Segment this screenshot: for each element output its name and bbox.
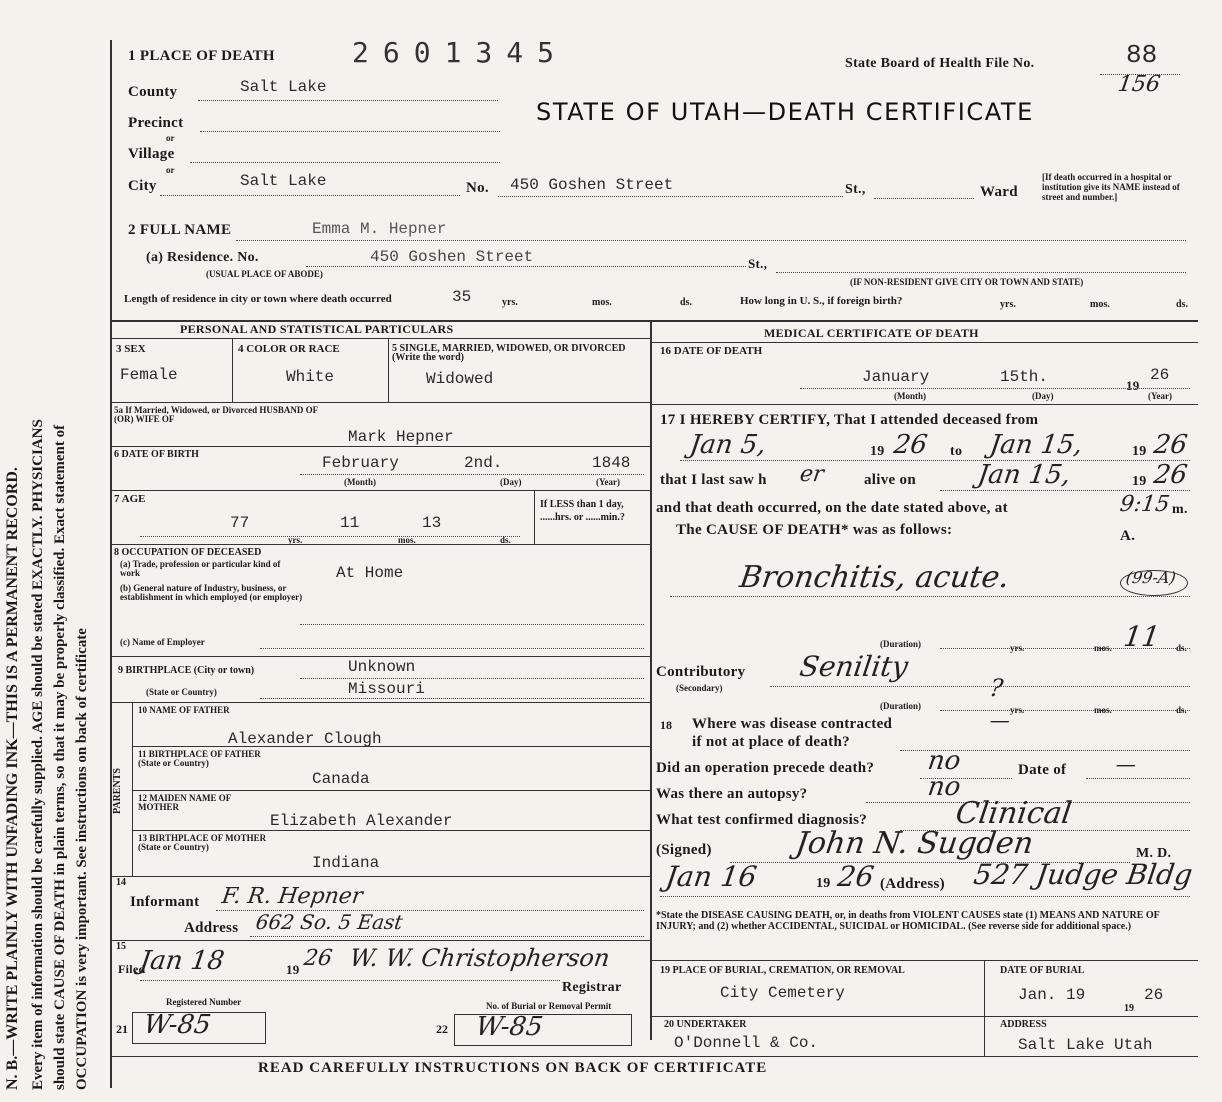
duration-months-value: 11 [1121,620,1162,653]
md-label: M. D. [1136,846,1172,861]
duration-yrs-2: yrs. [1010,705,1025,715]
contributory-duration: ? [988,674,1005,702]
physician-address: 527 Judge Bldg [971,858,1195,891]
informant-value: F. R. Hepner [220,884,365,909]
filed-label: Filed [118,962,146,976]
dod-month-caption: (Month) [894,391,926,401]
to-label: to [950,444,963,459]
father-label: 10 NAME OF FATHER [138,705,230,715]
physician-address-label: (Address) [880,876,945,892]
birthplace-state-label: (State or Country) [146,687,217,697]
age-mos-caption: mos. [398,535,416,545]
burial-date-label: DATE OF BURIAL [1000,965,1085,976]
occupation-a-label: (a) Trade, profession or particular kind of work [120,559,281,578]
spouse-value: Mark Hepner [348,428,454,446]
street-value: 450 Goshen Street [510,176,674,194]
signed-label: (Signed) [656,842,712,858]
mother-value: Elizabeth Alexander [270,812,453,830]
last-saw-label: that I last saw h [660,472,767,488]
age-years: 77 [230,514,250,532]
cause-code: (99-A) [1124,568,1178,587]
color-value: White [286,368,335,386]
ds-caption: ds. [680,297,692,308]
residence-st-label: St., [748,256,768,271]
sex-value: Female [120,366,178,384]
precinct-label: Precinct [128,115,184,131]
duration-mos-2: mos. [1094,705,1112,715]
filed-year-prefix: 19 [286,962,300,977]
color-label: 4 COLOR OR RACE [238,343,340,355]
signed-year-prefix: 19 [816,876,831,891]
dob-year-caption: (Year) [596,477,620,487]
registrar-signature: W. W. Christopherson [348,944,612,972]
burial-permit-value: W-85 [473,1012,545,1042]
last-saw-date: Jan 15, [975,460,1073,490]
county-label: County [128,84,178,100]
marital-label: 5 SINGLE, MARRIED, WIDOWED, OR DIVORCED (Write the word) [392,343,626,363]
dob-month: February [322,454,399,472]
dob-day-caption: (Day) [500,477,522,487]
yrs-caption-2: yrs. [1000,299,1016,310]
dod-month: January [862,368,930,386]
burial-place-value: City Cemetery [720,984,845,1002]
spouse-label: 5a If Married, Widowed, or Divorced HUSBAND OF (OR) WIFE OF [114,405,318,424]
hospital-note: [If death occurred in a hospital or institution give its NAME instead of street and number.] [1042,172,1180,202]
registered-number-value: W-85 [141,1010,213,1040]
signed-date: Jan 16 [663,860,759,893]
margin-note-3: should state CAUSE OF DEATH in plain terms, so that it may be properly classified. Exact statement of [52,424,68,1090]
certificate-title: STATE OF UTAH—DEATH CERTIFICATE [536,98,1034,126]
certificate-number: 2601345 [352,36,569,69]
street-no-label: No. [466,180,489,196]
age-yrs-caption: yrs. [288,535,303,545]
time-m-label: m. [1172,502,1188,517]
duration-mos: mos. [1094,643,1112,653]
village-label: Village [128,146,175,162]
yrs-caption: yrs. [502,297,518,308]
city-value: Salt Lake [240,172,327,190]
dob-day: 2nd. [464,454,503,472]
father-birthplace: Canada [312,770,370,788]
cause-of-death: Bronchitis, acute. [737,560,1012,595]
dod-label: 16 DATE OF DEATH [660,345,763,357]
operation-label: Did an operation precede death? [656,760,875,776]
autopsy-value: no [925,772,963,802]
duration-label: (Duration) [880,639,921,649]
less-than-day-label: If LESS than 1 day, ......hrs. or ......min.? [540,499,625,523]
personal-heading: PERSONAL AND STATISTICAL PARTICULARS [180,322,454,336]
undertaker-address-value: Salt Lake Utah [1018,1036,1153,1054]
length-residence-years: 35 [452,288,472,306]
dob-label: 6 DATE OF BIRTH [114,449,199,460]
date-of-value: — [1114,752,1138,776]
informant-address-value: 662 So. 5 East [254,910,405,934]
dod-year: 26 [1150,366,1170,384]
dob-year: 1848 [592,454,631,472]
burial-permit-label: No. of Burial or Removal Permit [486,1001,612,1011]
duration-ds: ds. [1176,643,1187,653]
city-label: City [128,178,157,194]
full-name-label: 2 FULL NAME [128,222,232,238]
mos-caption-2: mos. [1090,299,1110,310]
birthplace-label: 9 BIRTHPLACE (City or town) [118,665,255,676]
secondary-label: (Secondary) [676,683,723,693]
last-saw-year: 26 [1151,460,1190,490]
margin-note-2: Every item of information should be carefully supplied. AGE should be stated EXACTLY. PHYSICIANS [30,419,46,1090]
county-value: Salt Lake [240,78,327,96]
contributory-value: Senility [797,650,911,683]
where-contracted-label: Where was disease contracted [692,716,893,732]
physician-signature: John N. Sugden [793,826,1036,861]
last-saw-prefix: 19 [1132,474,1147,489]
alive-on-label: alive on [864,472,916,488]
age-days: 13 [422,514,442,532]
reg-num-21: 21 [116,1022,128,1036]
duration-yrs: yrs. [1010,643,1025,653]
signed-year: 26 [835,860,876,893]
registrar-label: Registrar [562,980,622,995]
occupation-b-label: (b) General nature of Industry, business, or establishment in which employed (or employer) [120,583,303,602]
dod-day-caption: (Day) [1032,391,1054,401]
occupation-label: 8 OCCUPATION OF DECEASED [114,547,262,558]
ward-label: Ward [980,184,1018,200]
footer-instructions: READ CAREFULLY INSTRUCTIONS ON BACK OF CERTIFICATE [258,1060,768,1076]
attended-to-year: 26 [1151,430,1190,460]
autopsy-label: Was there an autopsy? [656,786,808,802]
non-resident-note: (IF NON-RESIDENT GIVE CITY OR TOWN AND STATE) [850,277,1084,287]
last-saw-pronoun: er [798,462,826,487]
birthplace-city: Unknown [348,658,416,676]
parents-side-label: PARENTS [112,768,123,814]
ds-caption-2: ds. [1176,299,1188,310]
contributory-label: Contributory [656,664,746,680]
duration-label-2: (Duration) [880,701,921,711]
undertaker-address-label: ADDRESS [1000,1019,1047,1030]
where-contracted-label-2: if not at place of death? [692,734,850,750]
reg-num-22: 22 [436,1022,448,1036]
board-file-number: 88 [1126,40,1158,70]
father-birthplace-label: 11 BIRTHPLACE OF FATHER (State or Country) [138,749,261,768]
attended-from-prefix: 19 [870,444,885,459]
filed-number: 15 [116,941,126,952]
filed-year: 26 [302,946,334,971]
attended-from-date: Jan 5, [687,430,768,460]
burial-place-label: 19 PLACE OF BURIAL, CREMATION, OR REMOVAL [660,965,905,976]
mother-birthplace: Indiana [312,854,380,872]
father-value: Alexander Clough [228,730,382,748]
burial-date-value: Jan. 19 [1018,986,1086,1004]
dod-year-prefix: 19 [1126,378,1140,393]
filed-date: Jan 18 [137,946,227,976]
test-confirmed-label: What test confirmed diagnosis? [656,812,868,828]
dod-day: 15th. [1000,368,1049,386]
or-label-2: or [166,165,175,175]
cause-a-label: A. [1120,528,1136,544]
cause-label: The CAUSE OF DEATH* was as follows: [676,522,953,538]
sex-label: 3 SEX [116,343,146,355]
age-label: 7 AGE [114,493,146,505]
place-of-death-label: 1 PLACE OF DEATH [128,48,275,64]
informant-address-label: Address [184,920,239,936]
attended-to-date: Jan 15, [987,430,1085,460]
age-ds-caption: ds. [500,535,511,545]
death-occurred-label: and that death occurred, on the date stated above, at [656,500,1008,516]
us-residence-label: How long in U. S., if foreign birth? [740,295,903,307]
date-of-label: Date of [1018,762,1067,778]
duration-ds-2: ds. [1176,705,1187,715]
cause-note: *State the DISEASE CAUSING DEATH, or, in deaths from VIOLENT CAUSES state (1) MEANS AND NATURE OF INJURY; and (2) whether ACCIDENTAL, SUICIDAL or HOMICIDAL. (See reverse side for additional space.) [656,910,1160,932]
informant-label: Informant [130,894,200,910]
board-file-label: State Board of Health File No. [845,56,1035,71]
test-confirmed-value: Clinical [953,796,1074,831]
marital-value: Widowed [426,370,494,388]
length-residence-label: Length of residence in city or town where death occurred [124,293,392,305]
or-label-1: or [166,133,175,143]
mos-caption: mos. [592,297,612,308]
dob-month-caption: (Month) [344,477,376,487]
attended-from-year: 26 [891,430,930,460]
margin-note-4: OCCUPATION is very important. See instructions on back of certificate [74,628,90,1090]
residence-sublabel: (USUAL PLACE OF ABODE) [206,269,323,279]
margin-note-1: N. B.—WRITE PLAINLY WITH UNFADING INK—THIS IS A PERMANENT RECORD. [4,467,21,1090]
street-st-label: St., [845,182,866,197]
informant-number: 14 [116,877,126,888]
burial-year: 26 [1144,986,1164,1004]
age-months: 11 [340,514,360,532]
where-contracted-value: — [988,708,1012,732]
undertaker-value: O'Donnell & Co. [674,1034,819,1052]
burial-year-prefix: 19 [1124,1003,1134,1014]
mother-birthplace-label: 13 BIRTHPLACE OF MOTHER (State or Country) [138,833,267,852]
death-time: 9:15 [1118,492,1172,517]
attended-to-prefix: 19 [1132,444,1147,459]
occupation-value: At Home [336,564,404,582]
residence-label: (a) Residence. No. [146,250,259,265]
mother-label: 12 MAIDEN NAME OF MOTHER [138,793,231,812]
employer-label: (c) Name of Employer [120,637,205,647]
q18-number: 18 [660,718,672,732]
full-name-value: Emma M. Hepner [312,220,447,238]
undertaker-label: 20 UNDERTAKER [664,1019,747,1030]
certify-statement: 17 I HEREBY CERTIFY, That I attended deceased from [660,412,1039,428]
operation-value: no [925,746,963,776]
registered-number-label: Registered Number [166,997,242,1007]
medical-heading: MEDICAL CERTIFICATE OF DEATH [764,326,979,340]
residence-value: 450 Goshen Street [370,248,534,266]
dod-year-caption: (Year) [1148,391,1172,401]
birthplace-state: Missouri [348,680,425,698]
board-file-number-handwritten: 156 [1116,72,1162,97]
